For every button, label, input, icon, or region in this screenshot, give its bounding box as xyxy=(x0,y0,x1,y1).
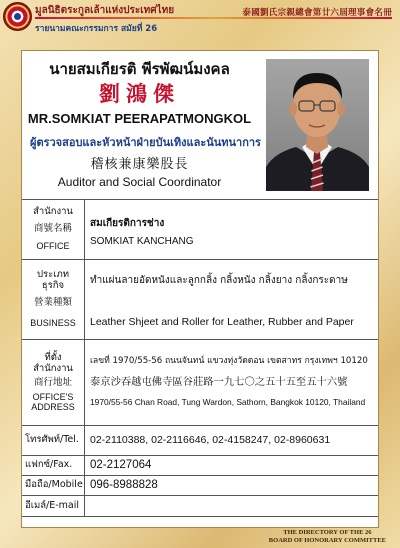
member-name-cn: 劉鴻傑 xyxy=(99,81,180,106)
mobile-label: มือถือ/Mobile xyxy=(22,476,85,495)
foundation-title-cn: 泰國劉氏宗親總會第廿六屆理事會名冊 xyxy=(242,8,392,18)
member-identity xyxy=(22,51,378,199)
footer-line-1: THE DIRECTORY OF THE 26 xyxy=(283,529,372,537)
fax-row xyxy=(22,455,378,475)
address-en: 1970/55-56 Chan Road, Tung Wardon, Sathorn, Bangkok 10120, Thailand xyxy=(90,397,366,407)
member-name-th: นายสมเกียรติ พีรพัฒน์มงคล xyxy=(49,60,230,78)
office-label: สำนักงาน 商號名稱 OFFICE xyxy=(22,200,85,259)
mobile-row xyxy=(22,475,378,495)
office-row xyxy=(22,199,378,259)
member-position-en: Auditor and Social Coordinator xyxy=(57,175,222,189)
tel-value: 02-2110388, 02-2116646, 02-4158247, 02-8960631 xyxy=(90,434,331,446)
business-description-th: ทำแผ่นลายอัดหนังและลูกกลิ้ง กลิ้งหนัง กลิ้งยาง กลิ้งกระดาษ xyxy=(90,275,348,286)
office-name-th: สมเกียรติการช่าง xyxy=(90,218,165,229)
fax-value: 02-2127064 xyxy=(90,459,152,471)
business-description-en: Leather Shjeet and Roller for Leather, Rubber and Paper xyxy=(90,316,354,328)
member-portrait-photo xyxy=(266,59,369,191)
address-cn: 泰京沙吞越屯佛寺區谷莊路一九七〇之五十五至五十六號 xyxy=(90,376,348,388)
tel-row xyxy=(22,425,378,455)
member-card xyxy=(21,50,379,528)
page-header xyxy=(0,0,400,40)
office-name-en: SOMKIAT KANCHANG xyxy=(90,236,194,247)
business-label: ประเภท ธุรกิจ 營業種類 BUSINESS xyxy=(22,260,85,339)
fax-label: แฟกซ์/Fax. xyxy=(22,456,85,475)
member-name-en: MR.SOMKIAT PEERAPATMONGKOL xyxy=(27,111,252,126)
committee-subtitle: รายนามคณะกรรมการ สมัยที่ 26 xyxy=(35,24,158,34)
directory-footer xyxy=(269,529,386,545)
mobile-value: 096-8988828 xyxy=(90,479,158,491)
member-position-th: ผู้ตรวจสอบและหัวหน้าฝ่ายบันเทิงและนันทนาการ xyxy=(30,136,261,149)
address-row xyxy=(22,339,378,425)
email-label: อีเมล์/E-mail xyxy=(22,496,85,516)
foundation-logo-icon xyxy=(3,2,32,31)
foundation-title-th: มูลนิธิตระกูลเล้าแห่งประเทศไทย xyxy=(35,5,175,16)
business-row xyxy=(22,259,378,339)
address-label: ที่ตั้ง สำนักงาน 商行地址 OFFICE'S ADDRESS xyxy=(22,340,85,425)
footer-line-2: BOARD OF HONORARY COMMITTEE xyxy=(268,537,386,545)
tel-label: โทรศัพท์/Tel. xyxy=(22,426,85,455)
email-row xyxy=(22,495,378,517)
member-position-cn: 稽核兼康樂股長 xyxy=(90,157,189,172)
address-th: เลขที่ 1970/55-56 ถนนจันทน์ แขวงทุ่งวัดดอน เขตสาทร กรุงเทพฯ 10120 xyxy=(90,356,368,366)
